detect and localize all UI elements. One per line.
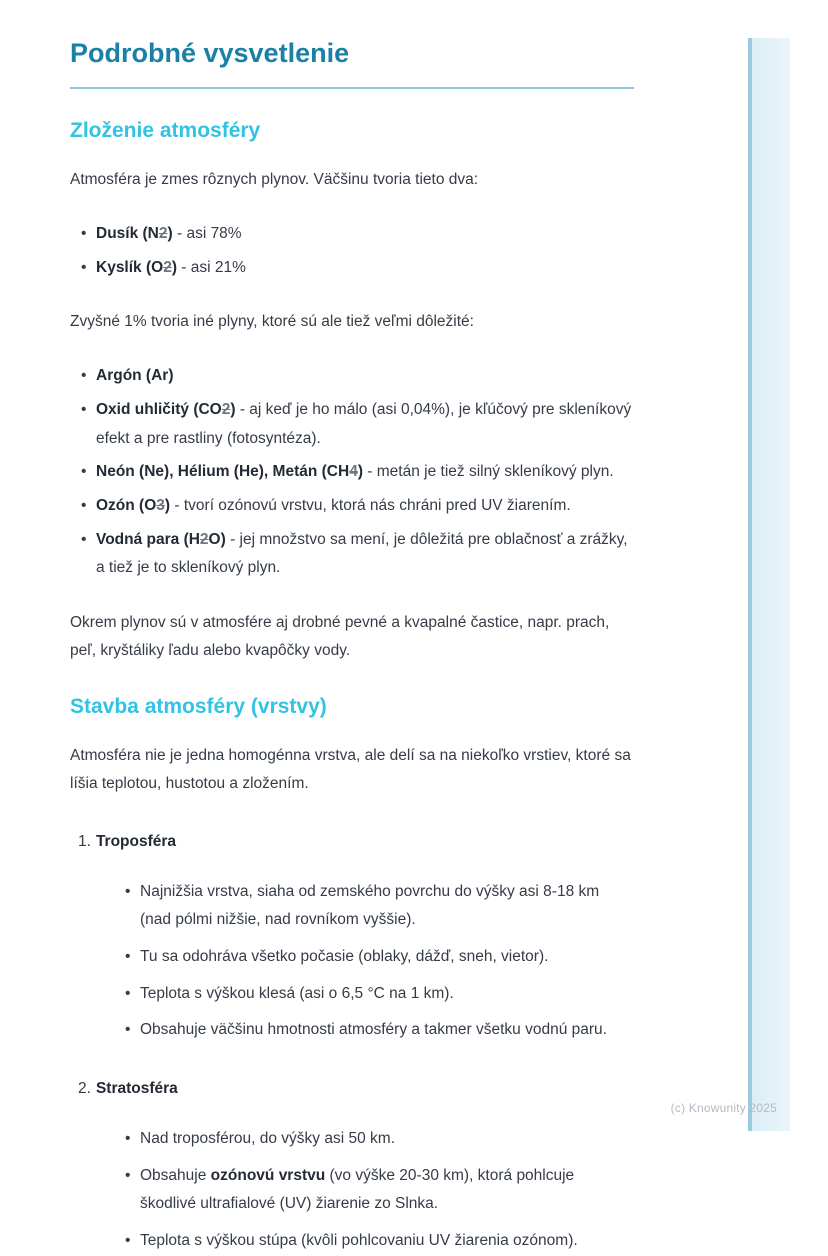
point-text: Teplota s výškou klesá (asi o 6,5 °C na 1 km).	[140, 984, 454, 1002]
stratosphere-points-list	[70, 1125, 634, 1256]
gas-name-close: )	[230, 400, 236, 418]
gas-name: Neón (Ne), Hélium (He), Metán (CH	[96, 463, 350, 481]
gas-name: Dusík (N	[96, 224, 159, 242]
gas-name-close: )	[164, 496, 171, 514]
document-content	[70, 0, 634, 1256]
point-text: Obsahuje	[140, 1166, 211, 1184]
point-text: Tu sa odohráva všetko počasie (oblaky, dážď, sneh, vietor).	[140, 947, 549, 965]
list-item	[140, 980, 634, 1009]
gas-subscript: 2	[221, 400, 231, 418]
troposphere-points-list	[70, 878, 634, 1045]
layer-stratosphere	[70, 1075, 634, 1256]
gas-name-close: )	[357, 463, 363, 481]
point-text: Nad troposférou, do výšky asi 50 km.	[140, 1129, 396, 1147]
list-item	[140, 878, 634, 935]
gas-name-close: )	[167, 224, 173, 242]
point-text: Najnižšia vrstva, siaha od zemského povrchu do výšky asi 8-18 km (nad pólmi nižšie, nad rovníkom vyššie).	[140, 882, 600, 929]
gas-description: - jej množstvo sa mení, je dôležitá pre oblačnosť a zrážky, a tiež je to skleníkový plyn.	[96, 530, 628, 577]
gas-subscript: 2	[199, 530, 209, 548]
gas-name: Vodná para (H	[96, 530, 200, 548]
section-heading-layers: Stavba atmosféry (vrstvy)	[70, 694, 327, 718]
layer-heading	[78, 1075, 634, 1103]
gas-name: Argón (Ar)	[96, 367, 174, 385]
list-item	[96, 220, 634, 249]
other-gases-list	[70, 362, 634, 583]
list-item	[96, 458, 634, 487]
list-item	[96, 526, 634, 583]
list-item	[96, 254, 634, 283]
point-bold: ozónovú vrstvu	[210, 1166, 326, 1184]
layer-name: Stratosféra	[95, 1079, 178, 1097]
gas-description: - asi 78%	[172, 224, 242, 242]
point-text: Obsahuje väčšinu hmotnosti atmosféry a takmer všetku vodnú paru.	[140, 1021, 607, 1039]
list-item	[96, 362, 634, 391]
layer-heading	[78, 828, 634, 856]
gas-subscript: 2	[158, 224, 168, 242]
page-accent-bar	[748, 38, 790, 1131]
gas-description: - aj keď je ho málo (asi 0,04%), je kľúčový pre skleníkový efekt a pre rastliny (fotosyntéza).	[96, 400, 632, 447]
copyright-watermark: (c) Knowunity 2025	[670, 1101, 777, 1115]
gas-subscript: 3	[156, 496, 165, 514]
gas-name-close: O)	[208, 530, 226, 548]
layer-troposphere	[70, 828, 634, 1045]
layers-intro-paragraph: Atmosféra nie je jedna homogénna vrstva, ale delí sa na niekoľko vrstiev, ktoré sa líšia teplotou, hustotou a zložením.	[70, 746, 631, 792]
gas-name: Oxid uhličitý (CO	[96, 400, 222, 418]
gas-name-close: )	[171, 258, 177, 276]
main-gases-list	[70, 220, 634, 282]
gas-subscript: 4	[349, 463, 358, 481]
composition-outro-paragraph: Okrem plynov sú v atmosfére aj drobné pevné a kvapalné častice, napr. prach, peľ, kryštáliky ľadu alebo kvapôčky vody.	[70, 613, 610, 659]
list-item	[96, 396, 634, 453]
section-heading-composition: Zloženie atmosféry	[70, 118, 261, 142]
point-text: Teplota s výškou stúpa (kvôli pohlcovaniu UV žiarenia ozónom).	[140, 1231, 578, 1249]
gas-description: - metán je tiež silný skleníkový plyn.	[362, 463, 614, 481]
list-item	[140, 943, 634, 972]
page-title: Podrobné vysvetlenie	[70, 38, 350, 68]
layer-number: 1.	[78, 832, 91, 850]
composition-intro-paragraph: Atmosféra je zmes rôznych plynov. Väčšinu tvoria tieto dva:	[70, 171, 479, 189]
list-item	[140, 1227, 634, 1256]
title-divider	[70, 87, 634, 89]
gas-name: Kyslík (O	[96, 258, 164, 276]
gas-description: - tvorí ozónovú vrstvu, ktorá nás chráni pred UV žiarením.	[170, 496, 571, 514]
point-text-post: (vo výške 20-30 km), ktorá pohlcuje škodlivé ultrafialové (UV) žiarenie zo Slnka.	[140, 1166, 575, 1213]
gas-description: - asi 21%	[177, 258, 246, 276]
list-item	[140, 1125, 634, 1154]
gas-name: Ozón (O	[96, 496, 157, 514]
layer-name: Troposféra	[95, 832, 177, 850]
other-gases-intro-paragraph: Zvyšné 1% tvoria iné plyny, ktoré sú ale tiež veľmi dôležité:	[70, 313, 474, 331]
list-item	[96, 492, 634, 521]
gas-subscript: 2	[163, 258, 172, 276]
list-item	[140, 1016, 634, 1045]
layer-number: 2.	[78, 1079, 91, 1097]
list-item	[140, 1162, 634, 1219]
